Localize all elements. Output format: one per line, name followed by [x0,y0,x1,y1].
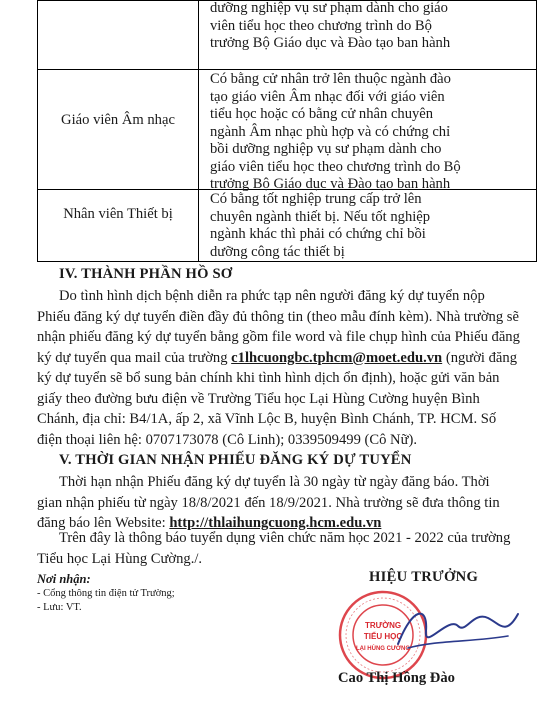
row3-description: Có bằng tốt nghiệp trung cấp trở lên chuyên ngành thiết bị. Nếu tốt nghiệp ngành khác thì phải có chứng chỉ bồi dưỡng công tác thiết bị [210,191,431,260]
section4-body: Do tình hình dịch bệnh diễn ra phức tạp nên người đăng ký dự tuyển nộp Phiếu đăng ký dự tuyển điền đầy đủ thông tin (theo mẫu đính kèm). Nhà trường sẽ nhận phiếu đăng ký dự tuyển bằng gồm file word và file chụp hình của Phiếu đăng ký dự tuyển qua mail của trường c1lhcuongbc.tphcm@moet.edu.vn (người đăng ký dự tuyển sẽ bổ sung bản chính khi tình hình dịch ổn định), hoặc gửi văn bản giấy theo đường bưu điện về Trường Tiểu học Lại Hùng Cường huyện Bình Chánh, địa chỉ: B4/1A, ấp 2, xã Vĩnh Lộc B, huyện Bình Chánh, TP. HCM. Số điện thoại liên hệ: 0707173078 (Cô Linh); 0339509499 (Cô Nữ). [37,288,520,448]
handwritten-signature [378,596,528,668]
stamp-text: TIỂU HỌC [363,632,403,641]
school-email-link[interactable]: c1lhcuongbc.tphcm@moet.edu.vn [231,349,443,366]
stamp-text: LẠI HÙNG CƯỜNG [355,646,411,652]
section4-heading: IV. THÀNH PHẦN HỒ SƠ [59,266,233,282]
table-column-divider [198,0,199,262]
recipients-title: Nơi nhận: [37,572,91,586]
school-website-link[interactable]: http://thlaihungcuong.hcm.edu.vn [169,515,382,531]
row2-description: Có bằng cử nhân trở lên thuộc ngành đào tạo giáo viên Âm nhạc đối với giáo viên tiểu học hoặc có bằng cử nhân chuyên ngành Âm nhạc phù hợp và có chứng chỉ bồi dưỡng nghiệp vụ sư phạm dành cho giáo viên tiểu học theo chương trình do Bộ trưởng Bộ Giáo dục và Đào tạo ban hành [210,71,461,192]
row1-description: dưỡng nghiệp vụ sư phạm dành cho giáo viên tiểu học theo chương trình do Bộ trưởng Bộ Giáo dục và Đào tạo ban hành [210,0,451,51]
section5-body: Thời hạn nhận Phiếu đăng ký dự tuyển là 30 ngày từ ngày đăng báo. Thời gian nhận phiếu từ ngày 18/8/2021 đến 18/9/2021. Nhà trường sẽ đưa thông tin đăng báo lên Website: http://thlaihungcuong.hcm.edu.vn [37,474,500,531]
requirements-table [37,0,537,262]
signer-name: Cao Thị Hồng Đào [338,670,455,686]
stamp-text: TRƯỜNG [364,621,402,630]
closing-statement: Trên đây là thông báo tuyển dụng viên chức năm học 2021 - 2022 của trường Tiểu học Lại Hùng Cường./. [37,530,511,567]
recipient-item: - Cổng thông tin điện tử Trường; [37,588,175,599]
recipient-item: - Lưu: VT. [37,602,82,613]
section5-heading: V. THỜI GIAN NHẬN PHIẾU ĐĂNG KÝ DỰ TUYỂN [59,452,412,468]
row3-position: Nhân viên Thiết bị [63,206,173,222]
signer-title: HIỆU TRƯỞNG [369,569,479,585]
table-bottom-border [38,261,536,262]
table-row-divider [38,69,536,70]
row2-position: Giáo viên Âm nhạc [61,112,175,128]
